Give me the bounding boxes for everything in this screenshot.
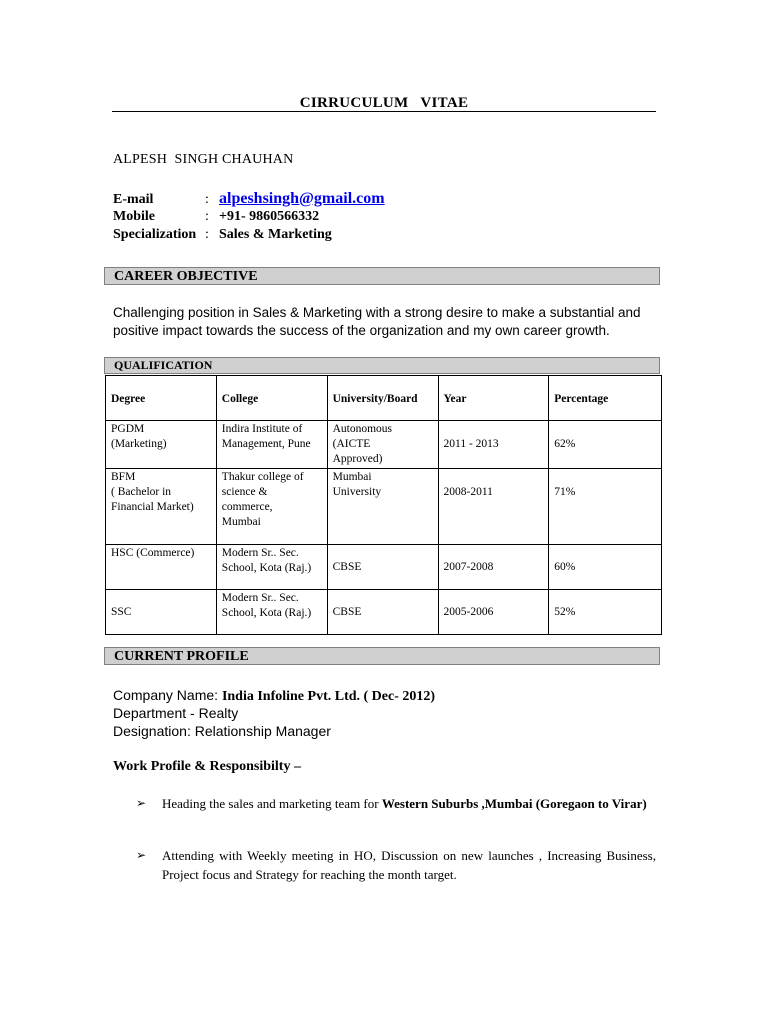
work-bullet-1-text [136,794,656,813]
mobile-label: Mobile [113,209,155,224]
table-row [106,590,662,635]
table-row [106,469,662,545]
table-cell: CBSE [327,590,438,635]
email-label: E-mail [113,192,154,207]
table-row [106,545,662,590]
career-objective-line-1: Challenging position in Sales & Marketing with a strong desire to make a substantial and [113,305,641,320]
table-cell: 60% [549,545,662,590]
title-underline [112,111,656,112]
column-header-degree: Degree [106,376,217,421]
career-objective-heading: CAREER OBJECTIVE [104,267,660,285]
table-cell: 52% [549,590,662,635]
table-cell: 2011 - 2013 [438,421,549,469]
email-row [113,190,385,209]
work-profile-heading: Work Profile & Responsibilty – [113,759,301,774]
table-cell: SSC [106,590,217,635]
email-colon: : [205,192,209,207]
department-row: Department - Realty [113,705,239,721]
table-cell: Mumbai University [327,469,438,545]
table-cell: PGDM (Marketing) [106,421,217,469]
table-cell: 2008-2011 [438,469,549,545]
work-bullet-1 [136,794,656,813]
mobile-row [113,208,319,226]
table-cell: Thakur college of science & commerce, Mumbai [216,469,327,545]
candidate-name: ALPESH SINGH CHAUHAN [113,152,294,167]
table-cell: BFM ( Bachelor in Financial Market) [106,469,217,545]
table-cell: Autonomous (AICTE Approved) [327,421,438,469]
qualification-heading: QUALIFICATION [104,357,660,374]
table-cell: 2007-2008 [438,545,549,590]
arrow-bullet-icon: ➢ [136,796,147,810]
work-bullet-1-plain: Heading the sales and marketing team for [162,796,382,811]
company-name-row [113,686,435,706]
work-bullet-1-bold: Western Suburbs ,Mumbai (Goregaon to Virar) [381,796,647,811]
designation-row: Designation: Relationship Manager [113,723,331,739]
table-cell: Modern Sr.. Sec. School, Kota (Raj.) [216,545,327,590]
company-value: India Infoline Pvt. Ltd. ( Dec- 2012) [221,689,436,704]
table-cell: Modern Sr.. Sec. School, Kota (Raj.) [216,590,327,635]
arrow-bullet-icon: ➢ [136,848,147,862]
specialization-value: Sales & Marketing [219,227,332,242]
column-header-year: Year [438,376,549,421]
table-cell: HSC (Commerce) [106,545,217,590]
column-header-percentage: Percentage [549,376,662,421]
table-cell: 71% [549,469,662,545]
mobile-value: +91- 9860566332 [219,209,320,224]
email-link[interactable]: alpeshsingh@gmail.com [219,190,385,207]
specialization-row [113,226,332,244]
company-label: Company Name: [113,687,219,703]
table-row [106,421,662,469]
table-cell: 2005-2006 [438,590,549,635]
table-cell: CBSE [327,545,438,590]
specialization-colon: : [205,227,209,242]
career-objective-line-2: positive impact towards the success of the organization and my own career growth. [113,323,610,338]
qualification-table [105,375,662,635]
mobile-colon: : [205,209,209,224]
table-cell: Indira Institute of Management, Pune [216,421,327,469]
column-header-college: College [216,376,327,421]
document-title: CIRRUCULUM VITAE [299,95,469,111]
column-header-university: University/Board [327,376,438,421]
specialization-label: Specialization [113,227,197,242]
work-bullet-2 [136,846,656,884]
work-bullet-2-text: Attending with Weekly meeting in HO, Discussion on new launches , Increasing Business, Project focus and Strategy for reaching the month target. [162,848,656,882]
current-profile-heading: CURRENT PROFILE [104,647,660,665]
table-cell: 62% [549,421,662,469]
table-header-row [106,376,662,421]
